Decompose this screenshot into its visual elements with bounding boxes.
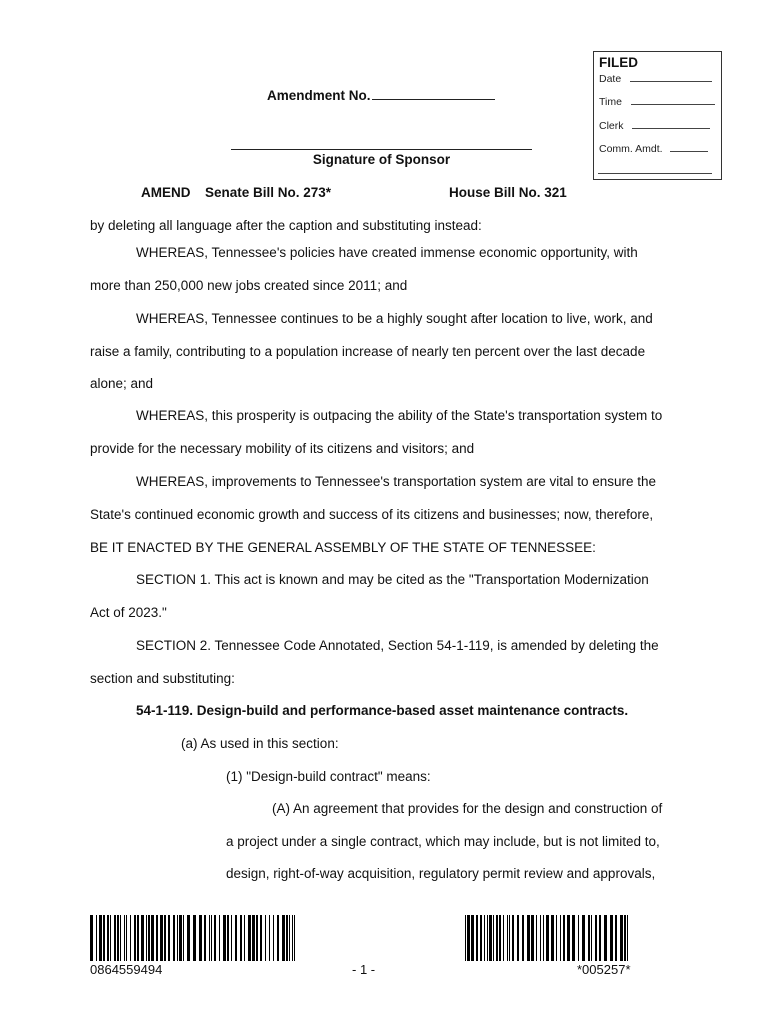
barcode-bar (522, 915, 524, 961)
barcode-bar (124, 915, 125, 961)
barcode-bar (509, 915, 510, 961)
amendment-label: Amendment No. (267, 88, 371, 103)
barcode-right (465, 915, 633, 961)
body-line-14: SECTION 2. Tennessee Code Annotated, Section 54-1-119, is amended by deleting the (136, 638, 659, 653)
barcode-bar (244, 915, 245, 961)
barcode-bar (223, 915, 226, 961)
barcode-bar (179, 915, 182, 961)
barcode-bar (294, 915, 295, 961)
body-line-13: Act of 2023." (90, 605, 167, 620)
barcode-bar (126, 915, 127, 961)
filed-date-line (599, 72, 712, 85)
barcode-bar (484, 915, 485, 961)
barcode-bar (582, 915, 585, 961)
barcode-bar (146, 915, 147, 961)
filed-date-label: Date (599, 73, 622, 85)
barcode-bar (90, 915, 93, 961)
barcode-bar (252, 915, 255, 961)
barcode-bar (599, 915, 601, 961)
barcode-bar (117, 915, 119, 961)
barcode-bar (235, 915, 237, 961)
barcode-bar (151, 915, 154, 961)
signature-label: Signature of Sponsor (312, 152, 451, 167)
barcode-bar (615, 915, 617, 961)
barcode-bar (99, 915, 102, 961)
barcode-bar (503, 915, 504, 961)
filed-stamp-box (593, 51, 722, 180)
barcode-bar (282, 915, 285, 961)
barcode-bar (489, 915, 492, 961)
barcode-bar (517, 915, 519, 961)
body-line-10: State's continued economic growth and success of its citizens and businesses; now, therefore, (90, 507, 654, 522)
barcode-bar (499, 915, 501, 961)
barcode-bar (289, 915, 290, 961)
barcode-bar (148, 915, 150, 961)
body-line-19: (A) An agreement that provides for the design and construction of (272, 801, 663, 816)
barcode-bar (624, 915, 626, 961)
filed-time-label: Time (599, 96, 622, 108)
filed-blank-line (598, 173, 712, 174)
amendment-number-blank (372, 88, 495, 100)
barcode-bar (292, 915, 293, 961)
filed-clerk-label: Clerk (599, 120, 624, 132)
filed-comm-label: Comm. Amdt. (599, 143, 663, 155)
barcode-bar (595, 915, 597, 961)
barcode-bar (269, 915, 270, 961)
footer-right-code: *005257* (577, 962, 631, 977)
body-line-6: alone; and (90, 376, 154, 391)
barcode-bar (546, 915, 549, 961)
barcode-bar (507, 915, 508, 961)
barcode-bar (141, 915, 144, 961)
barcode-bar (273, 915, 274, 961)
barcode-bar (160, 915, 163, 961)
barcode-bar (187, 915, 190, 961)
signature-line (231, 149, 532, 150)
barcode-bar (173, 915, 175, 961)
barcode-bar (103, 915, 105, 961)
barcode-bar (591, 915, 592, 961)
barcode-bar (240, 915, 242, 961)
barcode-bar (286, 915, 288, 961)
barcode-bar (604, 915, 607, 961)
barcode-bar (560, 915, 561, 961)
filed-time-line (599, 95, 715, 108)
barcode-bar (536, 915, 537, 961)
barcode-bar (256, 915, 258, 961)
barcode-bar (193, 915, 196, 961)
barcode-bar (214, 915, 216, 961)
barcode-bar (531, 915, 534, 961)
amend-label: AMEND (141, 185, 191, 200)
barcode-bar (183, 915, 184, 961)
filed-title: FILED (599, 55, 638, 70)
barcode-bar (540, 915, 541, 961)
body-line-1: by deleting all language after the caption and substituting instead: (90, 218, 482, 233)
body-line-18: (1) "Design-build contract" means: (226, 769, 431, 784)
house-bill: House Bill No. 321 (449, 185, 567, 200)
barcode-bar (556, 915, 557, 961)
barcode-bar (265, 915, 266, 961)
barcode-bar (572, 915, 575, 961)
barcode-bar (211, 915, 212, 961)
body-line-7: WHEREAS, this prosperity is outpacing the ability of the State's transportation system to (136, 408, 663, 423)
section-heading: 54-1-119. Design-build and performance-based asset maintenance contracts. (136, 703, 629, 718)
barcode-bar (567, 915, 570, 961)
barcode-bar (578, 915, 579, 961)
barcode-bar (260, 915, 262, 961)
body-line-17: (a) As used in this section: (181, 736, 339, 751)
barcode-bar (110, 915, 111, 961)
barcode-bar (487, 915, 488, 961)
barcode-bar (96, 915, 97, 961)
barcode-bar (199, 915, 202, 961)
barcode-bar (130, 915, 131, 961)
amendment-number-line (267, 88, 495, 103)
barcode-bar (231, 915, 232, 961)
barcode-left (90, 915, 298, 961)
barcode-bar (120, 915, 121, 961)
footer-left-code: 0864559494 (90, 962, 163, 977)
body-line-20: a project under a single contract, which may include, but is not limited to, (226, 834, 660, 849)
barcode-bar (209, 915, 210, 961)
filed-comm-line (599, 142, 708, 155)
barcode-bar (114, 915, 116, 961)
barcode-bar (277, 915, 279, 961)
page-number: - 1 - (352, 962, 376, 977)
barcode-bar (471, 915, 474, 961)
barcode-bar (496, 915, 498, 961)
body-line-15: section and substituting: (90, 671, 235, 686)
body-line-5: raise a family, contributing to a population increase of nearly ten percent over the last decade (90, 344, 646, 359)
barcode-bar (156, 915, 158, 961)
barcode-bar (551, 915, 554, 961)
barcode-bar (248, 915, 251, 961)
body-line-21: design, right-of-way acquisition, regulatory permit review and approvals, (226, 866, 656, 881)
barcode-bar (204, 915, 206, 961)
barcode-bar (137, 915, 139, 961)
barcode-bar (164, 915, 166, 961)
barcode-bar (227, 915, 229, 961)
filed-clerk-line (599, 119, 710, 132)
body-line-12: SECTION 1. This act is known and may be cited as the "Transportation Modernization (136, 572, 649, 587)
barcode-bar (493, 915, 494, 961)
body-line-4: WHEREAS, Tennessee continues to be a highly sought after location to live, work, and (136, 311, 653, 326)
barcode-bar (219, 915, 220, 961)
barcode-bar (467, 915, 470, 961)
barcode-bar (527, 915, 530, 961)
barcode-bar (588, 915, 590, 961)
barcode-bar (465, 915, 466, 961)
barcode-bar (476, 915, 478, 961)
barcode-bar (563, 915, 565, 961)
body-line-2: WHEREAS, Tennessee's policies have created immense economic opportunity, with (136, 245, 638, 260)
senate-bill: Senate Bill No. 273* (205, 185, 332, 200)
barcode-bar (177, 915, 178, 961)
barcode-bar (107, 915, 109, 961)
barcode-bar (543, 915, 544, 961)
barcode-bar (627, 915, 628, 961)
body-line-8: provide for the necessary mobility of its citizens and visitors; and (90, 441, 475, 456)
body-line-3: more than 250,000 new jobs created since 2011; and (90, 278, 408, 293)
body-line-11: BE IT ENACTED BY THE GENERAL ASSEMBLY OF THE STATE OF TENNESSEE: (90, 540, 596, 555)
barcode-bar (480, 915, 482, 961)
barcode-bar (168, 915, 170, 961)
barcode-bar (512, 915, 514, 961)
barcode-bar (610, 915, 613, 961)
barcode-bar (134, 915, 136, 961)
barcode-bar (620, 915, 623, 961)
body-line-9: WHEREAS, improvements to Tennessee's transportation system are vital to ensure the (136, 474, 657, 489)
